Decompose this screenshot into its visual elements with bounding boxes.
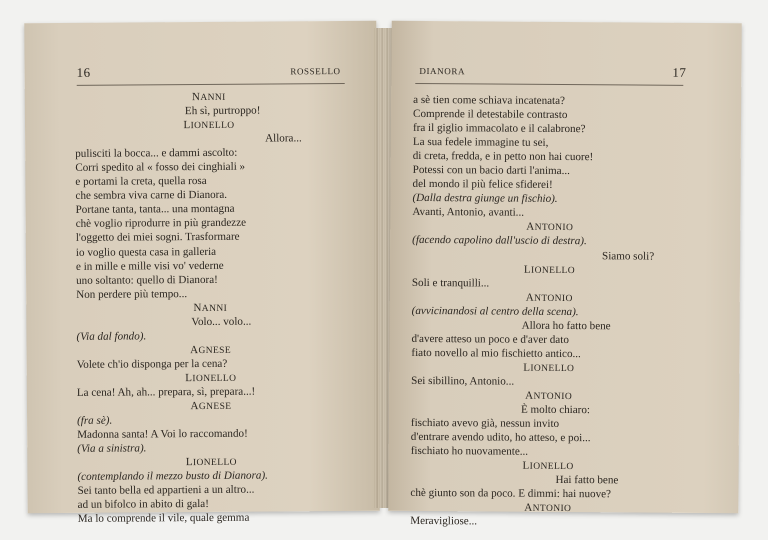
verse-line: Soli e tranquilli... [411, 276, 490, 290]
verse-line: fischiato ho nuovamente... [410, 445, 529, 458]
verse-line: La sua fedele immagine tu sei, [412, 136, 549, 150]
verse-line: ad un bifolco in abito di gala! [77, 498, 209, 512]
verse-line: Siamo soli? [602, 249, 655, 263]
stage-direction: (Dalla destra giunge un fischio). [412, 192, 558, 206]
speaker-name: LIONELLO [523, 361, 575, 374]
speaker-name: ANTONIO [525, 389, 573, 403]
verse-line: chè voglio riprodurre in più grandezze [75, 217, 247, 231]
stage-direction: (Via dal fondo). [76, 330, 147, 343]
speaker-name: ANTONIO [525, 291, 573, 304]
verse-line: Corri spedito al « fosso dei cinghiali » [75, 160, 246, 175]
speaker-name: LIONELLO [185, 372, 237, 385]
verse-line: Volo... volo... [191, 315, 252, 328]
verse-line: Eh sì, purtroppo! [184, 104, 261, 118]
verse-line: Non perdere più tempo... [76, 287, 188, 301]
verse-line: chè giunto son da poco. E dimmi: hai nuove? [410, 487, 612, 501]
verse-line: Allora ho fatto bene [521, 319, 611, 333]
verse-line: Hai fatto bene [555, 474, 619, 487]
speaker-name: LIONELLO [185, 456, 237, 469]
verse-line: fiato novello al mio fischietto antico... [411, 346, 581, 360]
verse-line: Potessi con un bacio darti l'anima... [412, 164, 570, 178]
stage-direction: (Via a sinistra). [77, 442, 147, 456]
speaker-name: LIONELLO [183, 119, 235, 132]
speaker-name: AGNESE [190, 343, 232, 356]
right-page-header [415, 64, 687, 86]
running-head-left: ROSSELLO [290, 66, 341, 77]
verse-line: l'oggetto dei miei sogni. Trasformare [75, 231, 240, 245]
verse-line: Meravigliose... [410, 515, 478, 528]
speaker-name: ANTONIO [526, 221, 574, 234]
verse-line: Madonna santa! A Voi lo raccomando! [77, 427, 248, 442]
stage-direction: (contemplando il mezzo busto di Dianora). [77, 469, 268, 484]
verse-line: d'entrare avendo udito, ho atteso, e poi... [410, 431, 591, 445]
speaker-name: NANNI [193, 301, 228, 314]
speaker-name: AGNESE [190, 400, 232, 413]
verse-line: La cena! Ah, ah... prepara, sì, prepara...! [76, 385, 256, 399]
verse-line: Avanti, Antonio, avanti... [412, 206, 525, 220]
verse-line: Volete ch'io disponga per la cena? [76, 357, 228, 371]
speaker-name: LIONELLO [523, 263, 576, 276]
verse-line: pulisciti la bocca... e dammi ascolto: [75, 146, 238, 161]
verse-line: Allora... [265, 132, 302, 145]
open-book [18, 18, 746, 528]
verse-line: e portami la creta, quella rosa [75, 175, 207, 189]
verse-line: Ma lo comprende il vile, quale gemma [77, 512, 250, 526]
verse-line: a sè tien come schiava incatenata? [413, 93, 566, 107]
verse-line: che sembra viva carne di Dianora. [75, 189, 228, 203]
verse-line: Comprende il detestabile contrasto [413, 107, 568, 122]
verse-line: di creta, fredda, e in petto non hai cuore! [412, 150, 594, 164]
page-number-left: 16 [76, 64, 91, 80]
stage-direction: (avvicinandosi al centro della scena). [411, 304, 579, 318]
verse-line: fra il giglio immacolato e il calabrone? [412, 122, 586, 136]
speaker-name: ANTONIO [524, 502, 572, 515]
left-page-text [75, 89, 346, 526]
stage-direction: (facendo capolino dall'uscio di destra). [412, 234, 587, 248]
verse-line: uno soltanto: quello di Dianora! [76, 273, 218, 287]
verse-line: fischiato avevo già, nessun invito [410, 417, 560, 431]
verse-line: Sei sibillino, Antonio... [411, 374, 515, 388]
running-head-right: DIANORA [419, 65, 466, 77]
verse-line: Sei tanto bella ed appartieni a un altro... [77, 483, 255, 498]
verse-line: del mondo il più felice sfiderei! [412, 178, 553, 192]
verse-line: È molto chiaro: [520, 403, 591, 417]
right-page [388, 21, 741, 528]
speaker-name: LIONELLO [522, 459, 574, 473]
left-page [24, 21, 379, 526]
verse-line: io voglio questa casa in galleria [75, 245, 217, 259]
stage-direction: (fra sè). [77, 414, 113, 427]
verse-line: Portane tanta, tanta... una montagna [75, 203, 235, 217]
speaker-name: NANNI [191, 91, 226, 104]
left-page-header [77, 65, 345, 86]
right-page-text [410, 93, 688, 530]
page-number-right: 17 [672, 64, 687, 80]
verse-line: d'avere atteso un poco e d'aver dato [411, 332, 569, 346]
verse-line: e in mille e mille visi vo' vederne [75, 259, 224, 273]
